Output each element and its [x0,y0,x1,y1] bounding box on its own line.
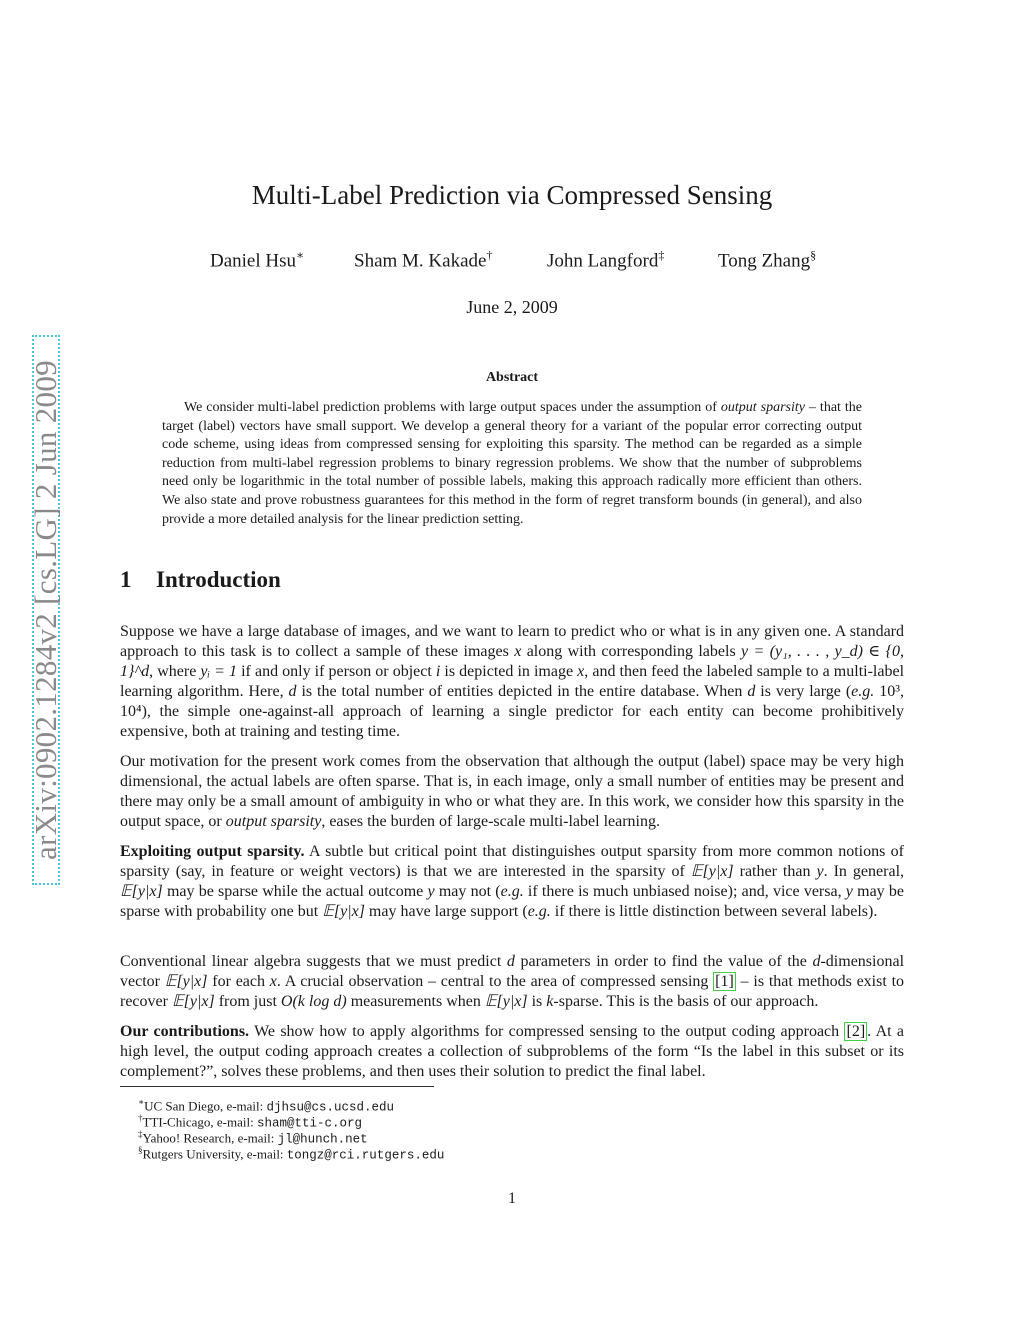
arxiv-identifier-stamp: arXiv:0902.1284v2 [cs.LG] 2 Jun 2009 [32,335,60,885]
email-address: djhsu@cs.ucsd.edu [266,1100,395,1115]
author-footnote-mark: § [810,248,817,262]
exploiting-output-sparsity-paragraph: Exploiting output sparsity. A subtle but critical point that distinguishes output sparsity from more common notions of sparsity (say, in feature or weight vectors) is that we are interested in the sparsity of 𝔼[y|x] rather than y. In general, 𝔼[y|x] may be sparse while the actual outcome y may not (e.g. if there is much unbiased noise); and, vice versa, y may be sparse with probability one but 𝔼[y|x] may have large support (e.g. if there is little distinction between several labels). [120,843,905,920]
section-heading [120,567,281,593]
paper-date: June 2, 2009 [466,297,558,317]
section-number: 1 [120,567,132,592]
paragraph-lead: Exploiting output sparsity. [120,843,305,860]
citation-link[interactable]: [2] [846,1023,866,1040]
footnote-3: ‡Yahoo! Research, e-mail: jl@hunch.net [138,1129,368,1147]
paragraph-lead: Our contributions. [120,1023,250,1040]
author-3 [547,248,664,272]
abstract-heading: Abstract [485,370,539,385]
intro-paragraph-1: Suppose we have a large database of images, and we want to learn to predict who or what is in any given one. A standard approach to this task is to collect a sample of these images x along with corresponding labels y = (y₁, . . . , y_d) ∈ {0, 1}^d, where yᵢ = 1 if and only if person or object i is depicted in image x, and then feed the labeled sample to a multi-label learning algorithm. Here, d is the total number of entities depicted in the entire database. When d is very large (e.g. 10³, 10⁴), the simple one-against-all approach of learning a single predictor for each entity can become prohibitively expensive, both at training and testing time. [120,623,905,740]
footnote-4: §Rutgers University, e-mail: tongz@rci.rutgers.edu [138,1145,445,1163]
author-name: Daniel Hsu [210,250,297,272]
contributions-paragraph: Our contributions. We show how to apply algorithms for compressed sensing to the output coding approach [2] . At a high level, the output coding approach creates a collection of subproblems of the form “Is the label in this subset or its complement?”, solves these problems, and then uses their solution to predict the final label. [120,1023,904,1080]
linear-algebra-paragraph: Conventional linear algebra suggests that we must predict d parameters in order to find the value of the d-dimensional vector 𝔼[y|x] for each x. A crucial observation – central to the area of compressed sensing [1] – is that methods exist to recover 𝔼[y|x] from just O(k log d) measurements when 𝔼[y|x] is k-sparse. This is the basis of our approach. [120,953,905,1010]
paper-title: Multi-Label Prediction via Compressed Sensing [251,180,773,210]
email-address: jl@hunch.net [277,1132,368,1147]
footnote-divider [120,1086,434,1087]
abstract-body: We consider multi-label prediction problems with large output spaces under the assumption of output sparsity – that the target (label) vectors have small support. We develop a general theory for a variant of the popular error correcting output code scheme, using ideas from compressed sensing for exploiting this sparsity. The method can be regarded as a simple reduction from multi-label regression problems to binary regression problems. We show that the number of subproblems need only be logarithmic in the total number of possible labels, making this approach radically more efficient than others. We also state and prove robustness guarantees for this method in the form of regret transform bounds (in general), and also provide a more detailed analysis for the linear prediction setting. [162,400,862,527]
author-2 [354,248,492,272]
author-name: Tong Zhang [718,250,811,272]
footnote-2: †TTI-Chicago, e-mail: sham@tti-c.org [138,1113,362,1131]
emphasis: output sparsity [720,400,805,415]
author-name: John Langford [547,250,659,272]
intro-paragraph-2: Our motivation for the present work comes from the observation that although the output (label) space may be very high dimensional, the actual labels are often sparse. That is, in each image, only a small number of entities may be present and there may only be a small amount of ambiguity in who or what they are. In this work, we consider how this sparsity in the output space, or output sparsity, eases the burden of large-scale multi-label learning. [120,753,904,830]
page-number: 1 [508,1190,516,1207]
footnote-1: ∗UC San Diego, e-mail: djhsu@cs.ucsd.edu [138,1097,395,1115]
email-address: sham@tti-c.org [256,1116,362,1131]
author-1 [210,248,304,272]
author-footnote-mark: ‡ [658,248,665,262]
math-expression: y = (y₁, . . . , y_d) ∈ {0, 1}^d [120,643,905,680]
author-footnote-mark: ∗ [296,248,305,262]
author-footnote-mark: † [486,248,493,262]
email-address: tongz@rci.rutgers.edu [286,1148,445,1163]
citation-link[interactable]: [1] [715,973,734,990]
section-title: Introduction [156,567,281,592]
author-name: Sham M. Kakade [354,250,487,272]
author-4 [718,248,816,272]
